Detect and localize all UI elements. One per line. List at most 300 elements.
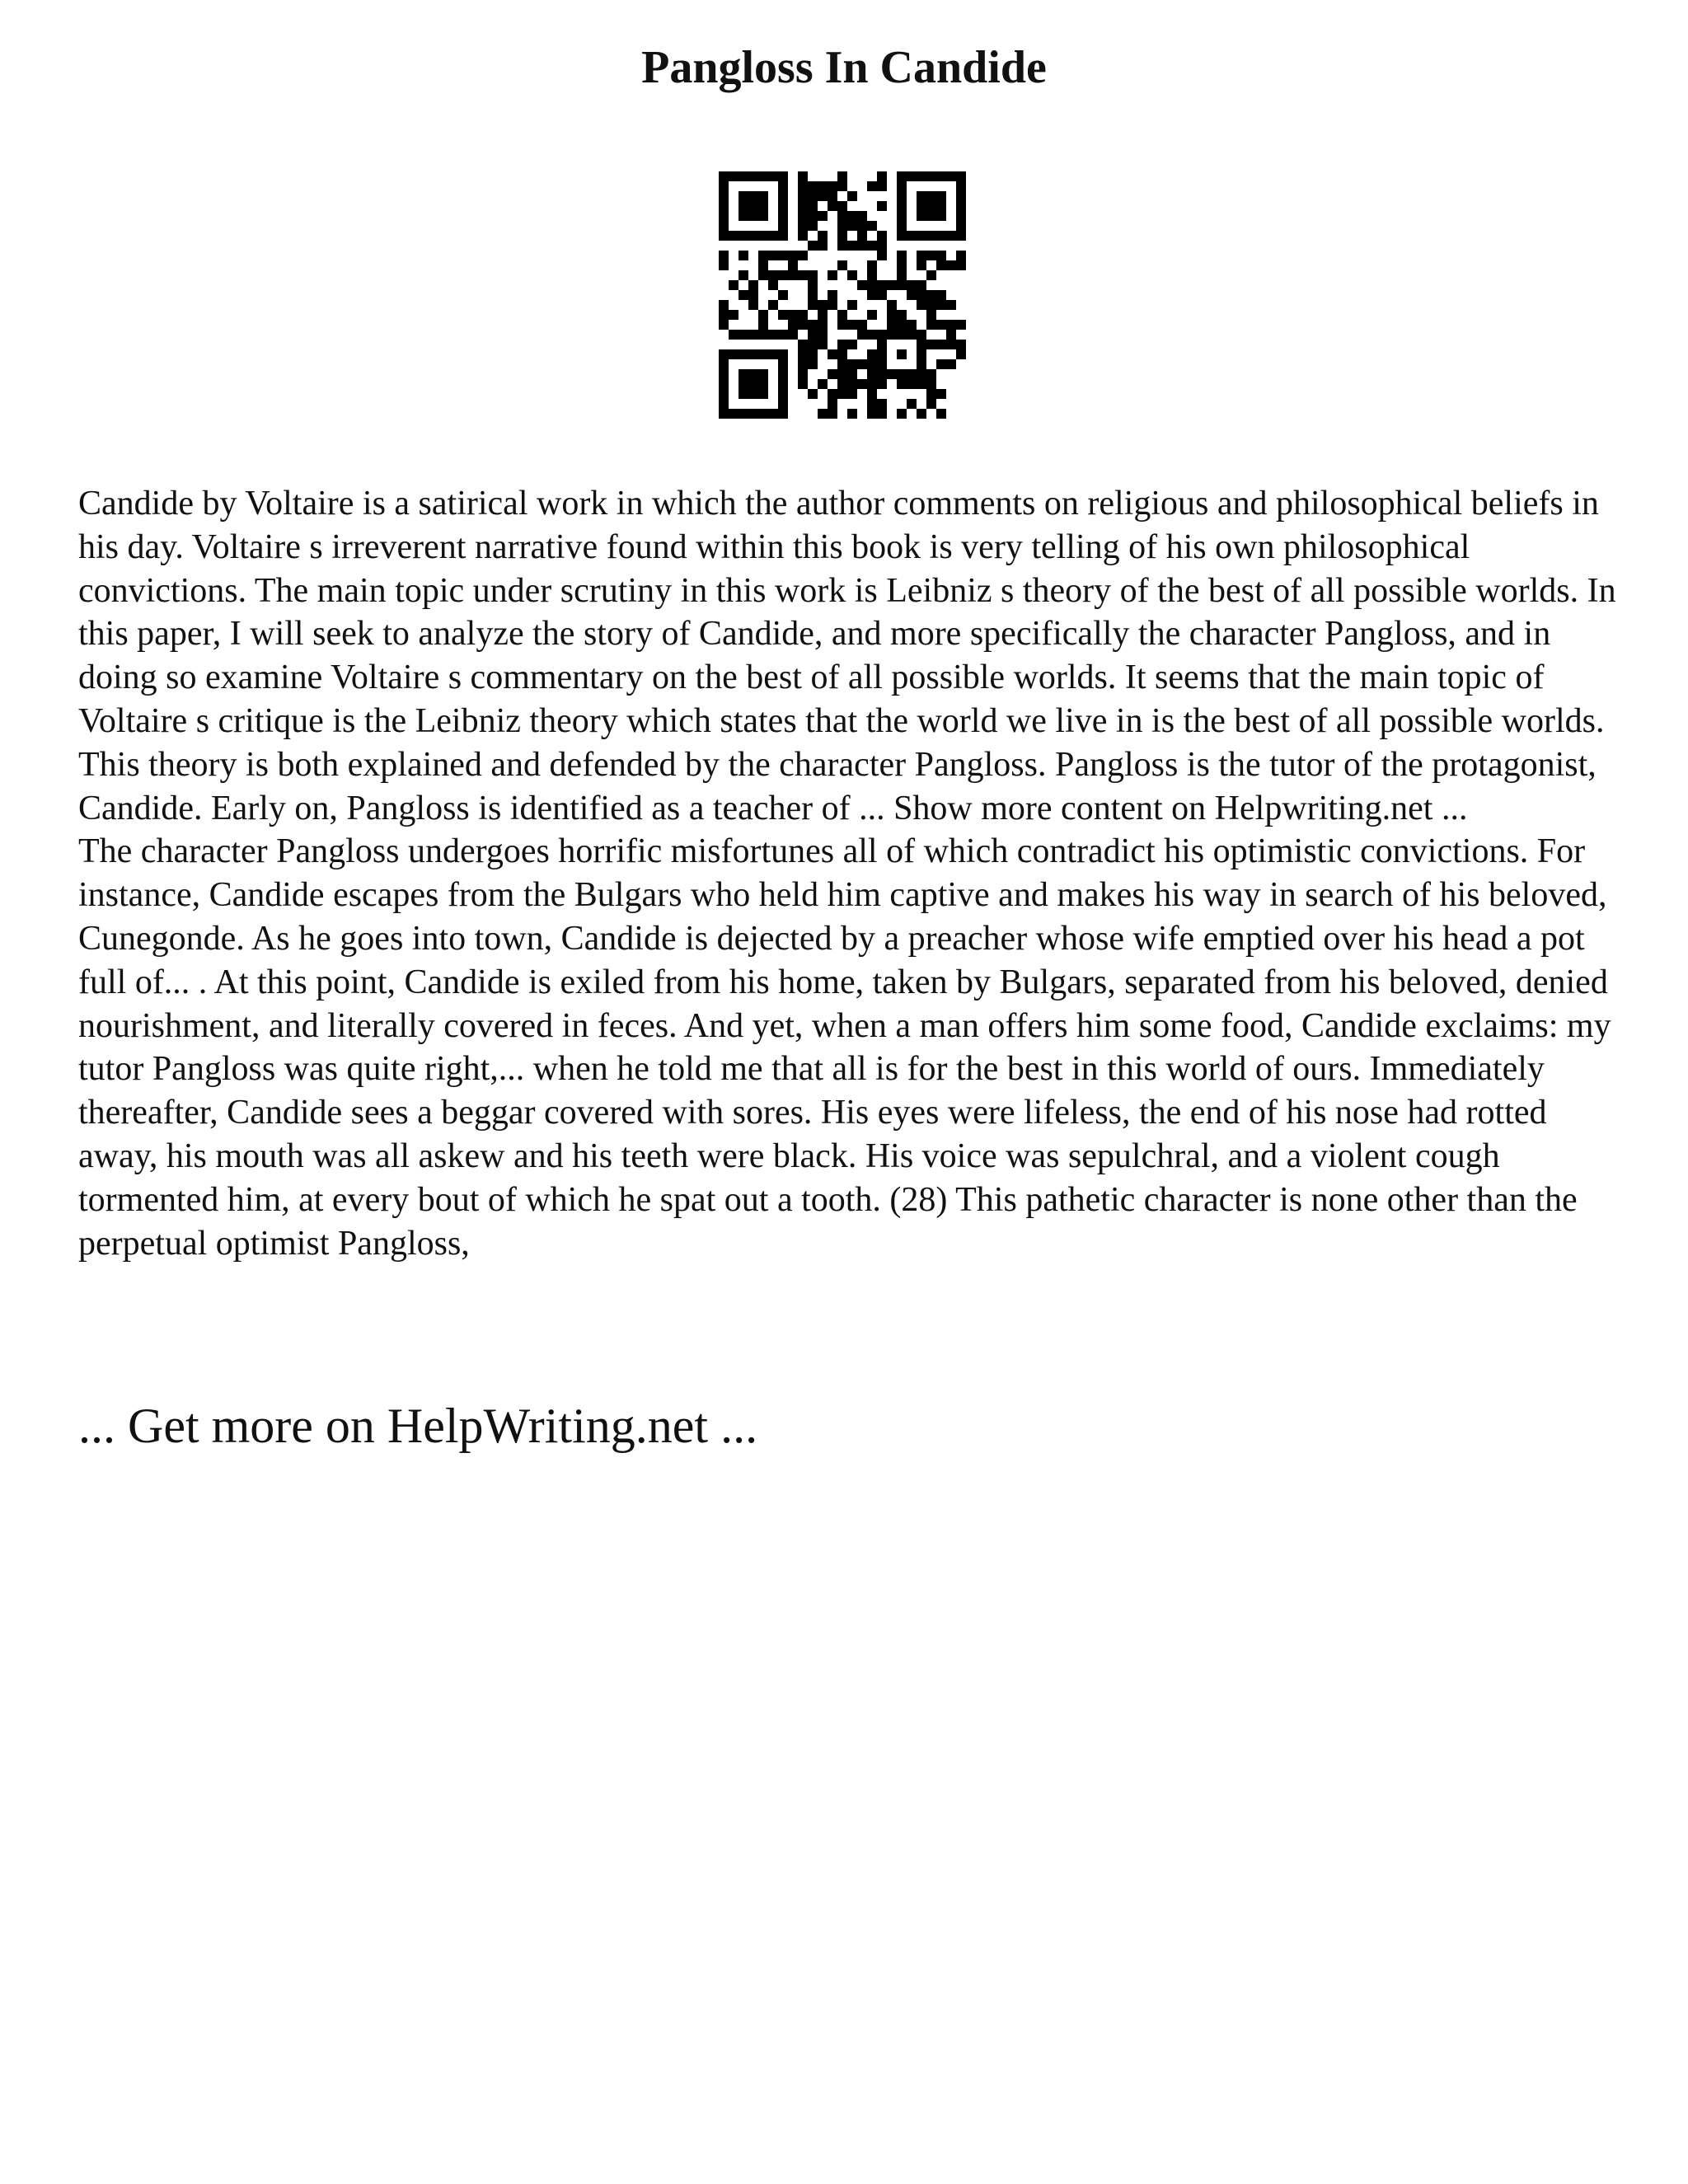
qr-module	[887, 300, 897, 310]
qr-module	[946, 330, 956, 340]
qr-module	[778, 399, 788, 409]
qr-module	[897, 251, 907, 260]
qr-module	[917, 171, 926, 181]
qr-module	[907, 330, 917, 340]
qr-module	[719, 300, 729, 310]
qr-module	[877, 399, 887, 409]
qr-module	[897, 280, 907, 290]
qr-module	[847, 379, 857, 389]
qr-module	[926, 191, 936, 201]
qr-module	[867, 349, 877, 359]
qr-module	[956, 171, 966, 181]
qr-module	[768, 349, 778, 359]
qr-module	[936, 171, 946, 181]
qr-module	[867, 359, 877, 369]
qr-module	[719, 251, 729, 260]
qr-module	[936, 231, 946, 241]
qr-module	[936, 359, 946, 369]
qr-module	[729, 409, 738, 419]
qr-module	[788, 330, 798, 340]
qr-module	[828, 369, 837, 379]
qr-module	[907, 171, 917, 181]
qr-module	[847, 320, 857, 330]
qr-module	[768, 280, 778, 290]
qr-module	[907, 379, 917, 389]
qr-module	[917, 260, 926, 270]
qr-module	[847, 241, 857, 251]
qr-module	[877, 171, 887, 181]
qr-module	[847, 300, 857, 310]
qr-module	[877, 251, 887, 260]
qr-module	[738, 251, 748, 260]
qr-module	[758, 369, 768, 379]
qr-module	[798, 211, 808, 221]
qr-module	[847, 409, 857, 419]
qr-module	[768, 409, 778, 419]
qr-module	[738, 369, 748, 379]
qr-module	[926, 369, 936, 379]
qr-module	[738, 171, 748, 181]
qr-module	[738, 270, 748, 280]
qr-module	[798, 201, 808, 211]
qr-module	[897, 349, 907, 359]
qr-module	[719, 310, 729, 320]
qr-module	[758, 251, 768, 260]
qr-module	[936, 251, 946, 260]
qr-module	[837, 310, 847, 320]
qr-module	[719, 359, 729, 369]
qr-module	[808, 359, 818, 369]
qr-module	[956, 320, 966, 330]
qr-module	[768, 171, 778, 181]
qr-module	[956, 201, 966, 211]
qr-module	[917, 191, 926, 201]
qr-module	[719, 191, 729, 201]
qr-module	[837, 221, 847, 231]
qr-module	[748, 290, 758, 300]
qr-module	[788, 320, 798, 330]
qr-module	[926, 379, 936, 389]
qr-module	[738, 379, 748, 389]
qr-module	[828, 181, 837, 191]
qr-module	[798, 359, 808, 369]
qr-module	[887, 330, 897, 340]
qr-module	[788, 260, 798, 270]
qr-module	[917, 201, 926, 211]
qr-module	[917, 379, 926, 389]
qr-module	[808, 340, 818, 349]
qr-module	[887, 369, 897, 379]
qr-module	[926, 320, 936, 330]
qr-module	[847, 211, 857, 221]
qr-module	[738, 290, 748, 300]
qr-module	[956, 211, 966, 221]
qr-module	[719, 369, 729, 379]
qr-module	[877, 181, 887, 191]
qr-module	[837, 181, 847, 191]
qr-module	[719, 181, 729, 191]
qr-module	[897, 191, 907, 201]
qr-module	[738, 389, 748, 399]
qr-module	[917, 349, 926, 359]
qr-module	[818, 409, 828, 419]
qr-module	[758, 211, 768, 221]
qr-module	[867, 369, 877, 379]
qr-module	[758, 260, 768, 270]
qr-module	[956, 349, 966, 359]
qr-module	[778, 201, 788, 211]
qr-module	[808, 349, 818, 359]
qr-module	[946, 171, 956, 181]
qr-module	[818, 300, 828, 310]
qr-module	[956, 251, 966, 260]
qr-module	[917, 231, 926, 241]
qr-module	[818, 310, 828, 320]
qr-module	[798, 379, 808, 389]
qr-module	[926, 171, 936, 181]
qr-module	[897, 171, 907, 181]
qr-module	[917, 409, 926, 419]
qr-module	[867, 409, 877, 419]
qr-module	[758, 320, 768, 330]
qr-module	[748, 300, 758, 310]
qr-module	[837, 201, 847, 211]
qr-module	[897, 231, 907, 241]
qr-module	[748, 191, 758, 201]
qr-module	[917, 251, 926, 260]
qr-module	[818, 181, 828, 191]
qr-module	[857, 359, 867, 369]
qr-module	[837, 260, 847, 270]
qr-module	[738, 201, 748, 211]
qr-module	[729, 330, 738, 340]
qr-module	[917, 359, 926, 369]
qr-module	[768, 300, 778, 310]
qr-module	[758, 379, 768, 389]
qr-module	[778, 330, 788, 340]
qr-module	[907, 280, 917, 290]
qr-module	[946, 340, 956, 349]
qr-module	[748, 389, 758, 399]
qr-module	[818, 379, 828, 389]
qr-module	[788, 251, 798, 260]
qr-module	[758, 231, 768, 241]
qr-module	[946, 359, 956, 369]
qr-module	[877, 379, 887, 389]
qr-module	[877, 369, 887, 379]
qr-module	[808, 201, 818, 211]
qr-module	[778, 191, 788, 201]
qr-module	[897, 330, 907, 340]
qr-module	[778, 270, 788, 280]
qr-module	[837, 241, 847, 251]
qr-module	[887, 280, 897, 290]
qr-module	[729, 310, 738, 320]
qr-module	[758, 389, 768, 399]
qr-module	[877, 241, 887, 251]
qr-module	[748, 349, 758, 359]
qr-module	[837, 231, 847, 241]
qr-module	[877, 201, 887, 211]
paragraph: Candide by Voltaire is a satirical work in which the author comments on religious and philosophical beliefs in his day. Voltaire s irreverent narrative found within this book is very telling of his own philosophical convictions. The main topic under scrutiny in this work is Leibniz s theory of the best of all possible worlds. In this paper, I will seek to analyze the story of Candide, and more specifically the character Pangloss, and in doing so examine Voltaire s commentary on the best of all possible worlds. It seems that the main topic of Voltaire s critique is the Leibniz theory which states that the world we live in is the best of all possible worlds. This theory is both explained and defended by the character Pangloss. Pangloss is the tutor of the protagonist, Candide. Early on, Pangloss is identified as a teacher of ... Show more content on Helpwriting.net ...	[78, 485, 1616, 827]
qr-module	[857, 231, 867, 241]
qr-module	[778, 389, 788, 399]
qr-module	[907, 399, 917, 409]
qr-module	[758, 270, 768, 280]
qr-module	[956, 340, 966, 349]
qr-module	[917, 340, 926, 349]
qr-module	[877, 330, 887, 340]
qr-module	[946, 320, 956, 330]
qr-module	[926, 389, 936, 399]
qr-module	[946, 300, 956, 310]
qr-module	[857, 280, 867, 290]
qr-module	[719, 399, 729, 409]
qr-module	[768, 251, 778, 260]
qr-module	[857, 379, 867, 389]
qr-module	[778, 310, 788, 320]
get-more-link-text[interactable]: ... Get more on HelpWriting.net ...	[78, 1399, 758, 1453]
qr-module	[867, 330, 877, 340]
qr-module	[897, 310, 907, 320]
qr-module	[917, 369, 926, 379]
qr-module	[828, 290, 837, 300]
qr-module	[828, 389, 837, 399]
qr-module	[847, 270, 857, 280]
qr-module	[778, 369, 788, 379]
qr-module	[808, 270, 818, 280]
qr-module	[778, 231, 788, 241]
qr-module	[907, 290, 917, 300]
qr-module	[748, 369, 758, 379]
qr-module	[758, 349, 768, 359]
qr-module	[936, 211, 946, 221]
qr-module	[867, 310, 877, 320]
qr-module	[897, 409, 907, 419]
qr-module	[936, 191, 946, 201]
qr-module	[936, 300, 946, 310]
qr-module	[867, 280, 877, 290]
qr-module	[887, 320, 897, 330]
qr-module	[738, 330, 748, 340]
qr-module	[887, 310, 897, 320]
qr-module	[936, 389, 946, 399]
qr-module	[926, 310, 936, 320]
qr-module	[877, 349, 887, 359]
qr-code-icon	[719, 171, 966, 419]
qr-module	[719, 231, 729, 241]
qr-module	[877, 359, 887, 369]
qr-module	[729, 171, 738, 181]
qr-module	[917, 300, 926, 310]
qr-module	[738, 211, 748, 221]
qr-module	[818, 320, 828, 330]
qr-module	[719, 201, 729, 211]
qr-module	[837, 349, 847, 359]
qr-module	[837, 211, 847, 221]
qr-module	[778, 379, 788, 389]
qr-module	[867, 379, 877, 389]
qr-module	[926, 201, 936, 211]
qr-module	[877, 340, 887, 349]
qr-module	[837, 379, 847, 389]
qr-module	[768, 270, 778, 280]
qr-module	[748, 231, 758, 241]
qr-module	[867, 241, 877, 251]
qr-module	[926, 300, 936, 310]
qr-module	[936, 201, 946, 211]
qr-module	[818, 330, 828, 340]
qr-module	[798, 171, 808, 181]
qr-module	[847, 221, 857, 231]
qr-module	[748, 379, 758, 389]
qr-module	[738, 409, 748, 419]
qr-module	[956, 260, 966, 270]
qr-module	[926, 211, 936, 221]
qr-module	[758, 310, 768, 320]
qr-module	[818, 241, 828, 251]
qr-module	[907, 369, 917, 379]
qr-module	[936, 409, 946, 419]
qr-module	[748, 280, 758, 290]
qr-module	[758, 201, 768, 211]
qr-module	[719, 211, 729, 221]
qr-module	[778, 181, 788, 191]
qr-module	[857, 330, 867, 340]
qr-module	[936, 260, 946, 270]
qr-module	[867, 260, 877, 270]
qr-module	[847, 389, 857, 399]
qr-module	[768, 330, 778, 340]
qr-module	[857, 320, 867, 330]
qr-module	[867, 181, 877, 191]
qr-module	[778, 349, 788, 359]
qr-module	[917, 211, 926, 221]
qr-module	[897, 320, 907, 330]
qr-module	[729, 349, 738, 359]
qr-module	[847, 191, 857, 201]
qr-module	[748, 211, 758, 221]
qr-module	[798, 270, 808, 280]
qr-module	[847, 369, 857, 379]
qr-module	[808, 241, 818, 251]
qr-module	[877, 231, 887, 241]
qr-module	[778, 221, 788, 231]
qr-module	[808, 300, 818, 310]
qr-module	[788, 310, 798, 320]
qr-module	[798, 221, 808, 231]
qr-module	[837, 340, 847, 349]
qr-module	[719, 379, 729, 389]
qr-module	[897, 260, 907, 270]
qr-module	[778, 409, 788, 419]
qr-module	[917, 280, 926, 290]
qr-module	[926, 290, 936, 300]
qr-module	[748, 409, 758, 419]
qr-module	[926, 231, 936, 241]
qr-module	[877, 409, 887, 419]
qr-module	[897, 221, 907, 231]
qr-module	[897, 369, 907, 379]
qr-module	[936, 290, 946, 300]
qr-module	[758, 330, 768, 340]
qr-module	[907, 231, 917, 241]
qr-module	[837, 389, 847, 399]
qr-module	[847, 359, 857, 369]
qr-module	[956, 181, 966, 191]
qr-module	[719, 349, 729, 359]
qr-module	[808, 320, 818, 330]
qr-module	[719, 260, 729, 270]
qr-module	[857, 241, 867, 251]
qr-module	[798, 251, 808, 260]
qr-module	[936, 340, 946, 349]
qr-module	[798, 231, 808, 241]
qr-module	[818, 211, 828, 221]
qr-module	[719, 171, 729, 181]
qr-module	[837, 369, 847, 379]
qr-module	[808, 389, 818, 399]
qr-module	[946, 260, 956, 270]
qr-module	[798, 191, 808, 201]
qr-module	[808, 191, 818, 201]
qr-module	[719, 320, 729, 330]
qr-module	[778, 359, 788, 369]
qr-module	[828, 409, 837, 419]
qr-module	[808, 181, 818, 191]
qr-module	[818, 191, 828, 201]
article-body	[78, 482, 1628, 1265]
qr-module	[867, 389, 877, 399]
qr-module	[778, 290, 788, 300]
qr-module	[738, 191, 748, 201]
qr-module	[738, 349, 748, 359]
qr-module	[778, 211, 788, 221]
qr-module	[897, 211, 907, 221]
qr-module	[897, 270, 907, 280]
qr-module	[758, 171, 768, 181]
qr-module	[778, 171, 788, 181]
qr-module	[808, 330, 818, 340]
qr-module	[729, 280, 738, 290]
qr-module	[867, 290, 877, 300]
qr-module	[877, 290, 887, 300]
qr-module	[738, 231, 748, 241]
qr-module	[917, 290, 926, 300]
qr-module	[956, 191, 966, 201]
qr-module	[837, 320, 847, 330]
qr-module	[897, 201, 907, 211]
qr-module	[758, 409, 768, 419]
qr-module	[719, 389, 729, 399]
qr-module	[847, 340, 857, 349]
qr-module	[828, 349, 837, 359]
qr-module	[808, 211, 818, 221]
qr-module	[837, 171, 847, 181]
qr-module	[798, 340, 808, 349]
qr-module	[768, 231, 778, 241]
qr-module	[828, 270, 837, 280]
qr-module	[719, 221, 729, 231]
qr-module	[798, 320, 808, 330]
qr-module	[808, 280, 818, 290]
qr-module	[788, 270, 798, 280]
qr-module	[828, 201, 837, 211]
qr-module	[926, 399, 936, 409]
qr-module	[926, 340, 936, 349]
qr-module	[748, 171, 758, 181]
qr-module	[798, 181, 808, 191]
